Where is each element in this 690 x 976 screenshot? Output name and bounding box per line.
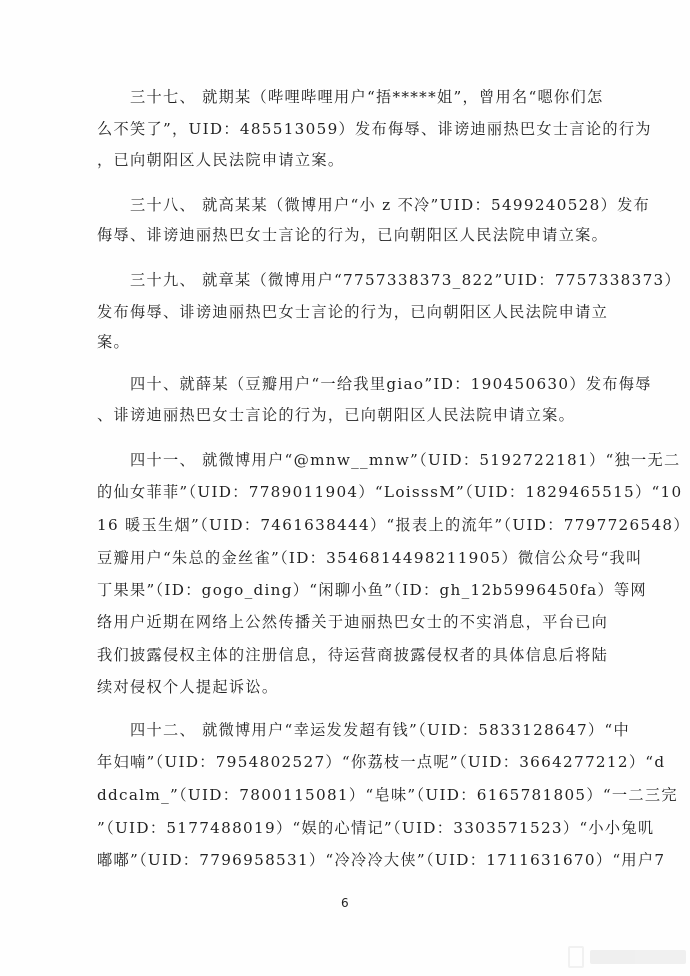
text-line: 嘟嘟”（UID：7796958531）“冷冷冷大侠”（UID：1711631670）“用户7 — [97, 851, 666, 869]
watermark-text — [590, 950, 686, 964]
text-line: 四十一、 就微博用户“@mnw__mnw”（UID：5192722181）“独一无二 — [130, 451, 681, 469]
text-line: 三十八、 就高某某（微博用户“小 z 不冷”UID：5499240528）发布 — [130, 196, 651, 214]
text-line: 年妇喃”（UID：7954802527）“你荔枝一点呢”（UID：3664277212）“d — [97, 753, 666, 771]
page-number: 6 — [341, 896, 349, 910]
text-line: 案。 — [97, 333, 130, 351]
text-line: 16 暖玉生烟”（UID：7461638444）“报表上的流年”（UID：7797726548） — [97, 516, 690, 534]
text-line: 三十九、 就章某（微博用户“7757338373_822”UID：7757338373） — [130, 271, 681, 289]
text-line: 丁果果”（ID：gogo_ding）“闲聊小鱼”（ID：gh_12b5996450fa）等网 — [97, 581, 647, 599]
text-line: 侮辱、诽谤迪丽热巴女士言论的行为，已向朝阳区人民法院申请立案。 — [97, 226, 609, 244]
text-line: 四十二、 就微博用户“幸运发发超有钱”（UID：5833128647）“中 — [130, 721, 630, 739]
text-line: 三十七、 就期某（哔哩哔哩用户“捂*****姐”，曾用名“嗯你们怎 — [130, 88, 604, 106]
text-line: 络用户近期在网络上公然传播关于迪丽热巴女士的不实消息，平台已向 — [97, 613, 609, 631]
text-line: 、诽谤迪丽热巴女士言论的行为，已向朝阳区人民法院申请立案。 — [97, 406, 576, 424]
text-line: 豆瓣用户“朱总的金丝雀”（ID：3546814498211905）微信公众号“我叫 — [97, 549, 643, 567]
watermark — [568, 945, 686, 969]
text-line: 我们披露侵权主体的注册信息，待运营商披露侵权者的具体信息后将陆 — [97, 646, 609, 664]
text-line: 续对侵权个人提起诉讼。 — [97, 678, 279, 696]
text-line: ，已向朝阳区人民法院申请立案。 — [97, 151, 345, 169]
text-line: ddcalm_”（UID：7800115081）“皂味”（UID：6165781805）“一二三完 — [97, 786, 678, 804]
text-line: ”（UID：5177488019）“娱的心情记”（UID：3303571523）“小小兔叽 — [97, 819, 655, 837]
text-line: 四十、就薛某（豆瓣用户“一给我里giao”ID：190450630）发布侮辱 — [130, 375, 652, 393]
text-line: 发布侮辱、诽谤迪丽热巴女士言论的行为，已向朝阳区人民法院申请立 — [97, 303, 609, 321]
text-line: 的仙女菲菲”（UID：7789011904）“LoisssM”（UID：1829465515）“10 — [97, 483, 683, 501]
text-line: 么不笑了”，UID：485513059）发布侮辱、诽谤迪丽热巴女士言论的行为 — [97, 120, 652, 138]
watermark-logo-icon — [568, 946, 584, 968]
